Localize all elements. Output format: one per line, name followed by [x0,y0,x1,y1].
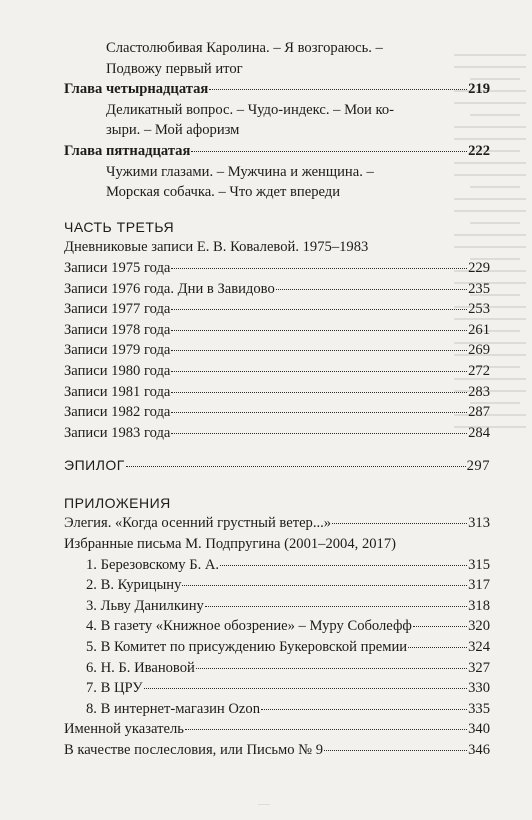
diary-entries [64,258,490,443]
part-three-title: ЧАСТЬ ТРЕТЬЯ [64,218,175,235]
leader-dots [205,606,467,607]
page-number: 330 [468,680,490,697]
entry-title: Именной указатель [64,721,184,738]
leader-dots [332,523,467,524]
page-number: 229 [468,259,490,276]
toc-entry[interactable] [64,258,490,279]
part-three-heading: Дневниковые записи Е. В. Ковалевой. 1975–1983 [64,239,369,256]
page-number: 272 [468,362,490,379]
page-number: 335 [468,700,490,717]
page-number: 297 [466,458,490,475]
entry-title: Записи 1982 года [64,404,171,421]
page-number: 317 [468,577,490,594]
page-number: 287 [468,404,490,421]
page-number: 284 [468,424,490,441]
toc-entry-afterword[interactable] [64,740,490,761]
toc-entry-elegy[interactable] [64,513,490,534]
chapter-subtitle [64,100,490,141]
page-number: 313 [468,515,490,532]
entry-title: 4. В газету «Книжное обозрение» – Муру Соболефф [86,618,412,635]
letters-heading: Избранные письма М. Подпругина (2001–2004, 2017) [64,536,397,553]
leader-dots [196,668,467,669]
toc-entry[interactable] [64,299,490,320]
toc-entry[interactable] [64,575,490,596]
leader-dots [276,289,467,290]
toc-entry[interactable] [64,637,490,658]
toc-entry[interactable] [64,340,490,361]
toc-entry[interactable] [64,678,490,699]
leader-dots [185,729,467,730]
page-number: 253 [468,301,490,318]
toc-entry-epilog[interactable] [64,455,490,477]
leader-dots [171,309,467,310]
leader-dots [171,412,467,413]
chapter-subtitle [64,162,490,203]
subtitle-line: Сластолюбивая Каролина. – Я возгораюсь. – [106,40,383,56]
leader-dots [413,626,467,627]
subtitle-line: зыри. – Мой афоризм [106,122,240,139]
toc-entry[interactable] [64,382,490,403]
page-number: 269 [468,342,490,359]
toc-entry[interactable] [64,699,490,720]
entry-title: Глава четырнадцатая [64,81,209,98]
leader-dots [171,371,467,372]
leader-dots [171,268,467,269]
leader-dots [220,565,467,566]
toc-entry[interactable] [64,658,490,679]
toc-entry[interactable] [64,320,490,341]
toc-entry[interactable] [64,423,490,444]
entry-title: Записи 1978 года [64,321,171,338]
appendix-title: ПРИЛОЖЕНИЯ [64,494,171,511]
leader-dots [324,750,467,751]
entry-title: 1. Березовскому Б. А. [86,556,220,573]
leader-dots [144,688,468,689]
entry-title: ЭПИЛОГ [64,457,125,474]
entry-title: Записи 1975 года [64,259,171,276]
entry-title: 3. Льву Данилкину [86,597,204,614]
page-number: 324 [468,639,490,656]
page-number: 261 [468,321,490,338]
page-number: 320 [468,618,490,635]
leader-dots [171,392,467,393]
page-number: 327 [468,659,490,676]
toc-entry-ch15[interactable] [64,141,490,162]
letters-entries [64,555,490,720]
entry-title: Записи 1979 года [64,342,171,359]
subtitle-line: Морская собачка. – Что ждет впереди [106,184,341,201]
toc-entry[interactable] [64,279,490,300]
page-number: 222 [468,142,490,159]
entry-title: 8. В интернет-магазин Ozon [86,700,260,717]
toc-entry-ch14[interactable] [64,79,490,100]
leader-dots [171,330,467,331]
entry-title: Записи 1980 года [64,362,171,379]
leader-dots [126,466,466,467]
page-number: 346 [468,742,490,758]
leader-dots [191,151,467,152]
page-number-mark: — [258,796,270,810]
entry-title: Записи 1983 года [64,424,171,441]
entry-title: Записи 1977 года [64,301,171,318]
entry-title: В качестве послесловия, или Письмо № 9 [64,742,324,758]
leader-dots [408,647,467,648]
leader-dots [171,350,467,351]
page-number: 340 [468,721,490,738]
subtitle-line: Деликатный вопрос. – Чудо-индекс. – Мои ко- [106,101,394,118]
entry-title: 6. Н. Б. Ивановой [86,659,195,676]
toc-entry[interactable] [64,616,490,637]
entry-title: 5. В Комитет по присуждению Букеровской премии [86,639,408,656]
toc-entry[interactable] [64,361,490,382]
toc-entry-index[interactable] [64,719,490,740]
entry-title: Записи 1981 года [64,383,171,400]
page-number: 283 [468,383,490,400]
toc-entry[interactable] [64,402,490,423]
leader-dots [182,585,467,586]
leader-dots [209,89,467,90]
page-number: 315 [468,556,490,573]
entry-title: Записи 1976 года. Дни в Завидово [64,280,275,297]
table-of-contents [64,38,490,761]
leader-dots [171,433,467,434]
entry-title: 2. В. Курицыну [86,577,182,594]
toc-entry[interactable] [64,596,490,617]
page-number: 318 [468,597,490,614]
subtitle-line: Чужими глазами. – Мужчина и женщина. – [106,163,374,180]
page-number: 235 [468,280,490,297]
leader-dots [261,709,467,710]
chapter-subtitle [64,38,490,79]
toc-entry[interactable] [64,555,490,576]
entry-title: 7. В ЦРУ [86,680,143,697]
entry-title: Элегия. «Когда осенний грустный ветер...» [64,515,332,532]
page-number: 219 [468,81,490,98]
subtitle-line: Подвожу первый итог [106,60,243,77]
entry-title: Глава пятнадцатая [64,142,191,159]
